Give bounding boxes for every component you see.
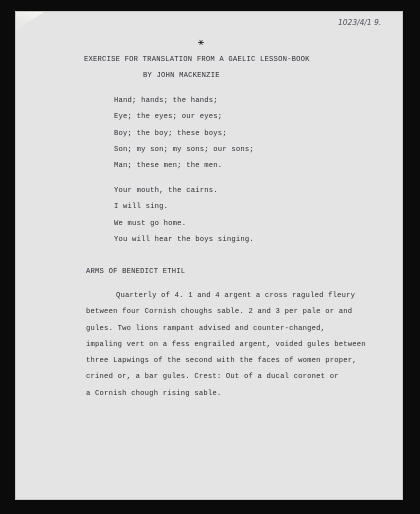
archive-reference: 1023/4/1 9. <box>338 18 382 27</box>
vocabulary-line: Boy; the boy; these boys; <box>114 129 227 138</box>
vocabulary-line: Hand; hands; the hands; <box>114 97 218 105</box>
sentence-line: Your mouth, the cairns. <box>114 187 218 195</box>
blazon-line: between four Cornish choughs sable. 2 and 3 per pale or and <box>86 308 353 317</box>
vocabulary-line: Son; my son; my sons; our sons; <box>114 145 254 154</box>
vocabulary-block <box>114 93 420 174</box>
blazon-line: gules. Two lions rampant advised and counter-changed, <box>86 324 326 333</box>
folded-corner <box>16 12 44 30</box>
section-heading: ARMS OF BENEDICT ETHIL <box>86 268 186 276</box>
blazon-line: impaling vert on a fess engrailed argent, voided gules between <box>86 340 366 349</box>
blazon-paragraph <box>86 288 406 402</box>
blazon-line: a Cornish chough rising sable. <box>86 389 222 398</box>
document-page <box>16 12 402 499</box>
sentence-line: We must go home. <box>114 219 187 228</box>
document-title: EXERCISE FOR TRANSLATION FROM A GAELIC LESSON-BOOK <box>84 56 310 64</box>
sentence-line: I will sing. <box>114 203 169 212</box>
header-mark: ⚹ <box>198 37 204 48</box>
blazon-line: three Lapwings of the second with the faces of women proper, <box>86 357 357 366</box>
byline: BY JOHN MACKENZIE <box>143 72 220 80</box>
vocabulary-line: Man; these men; the men. <box>114 162 223 171</box>
blazon-line: Quarterly of 4. 1 and 4 argent a cross raguled fleury <box>116 292 356 300</box>
vocabulary-line: Eye; the eyes; our eyes; <box>114 113 223 122</box>
sentence-line: You will hear the boys singing. <box>114 235 254 244</box>
sentences-block <box>114 183 420 248</box>
blazon-line: crined or, a bar gules. Crest: Out of a ducal coronet or <box>86 373 339 382</box>
